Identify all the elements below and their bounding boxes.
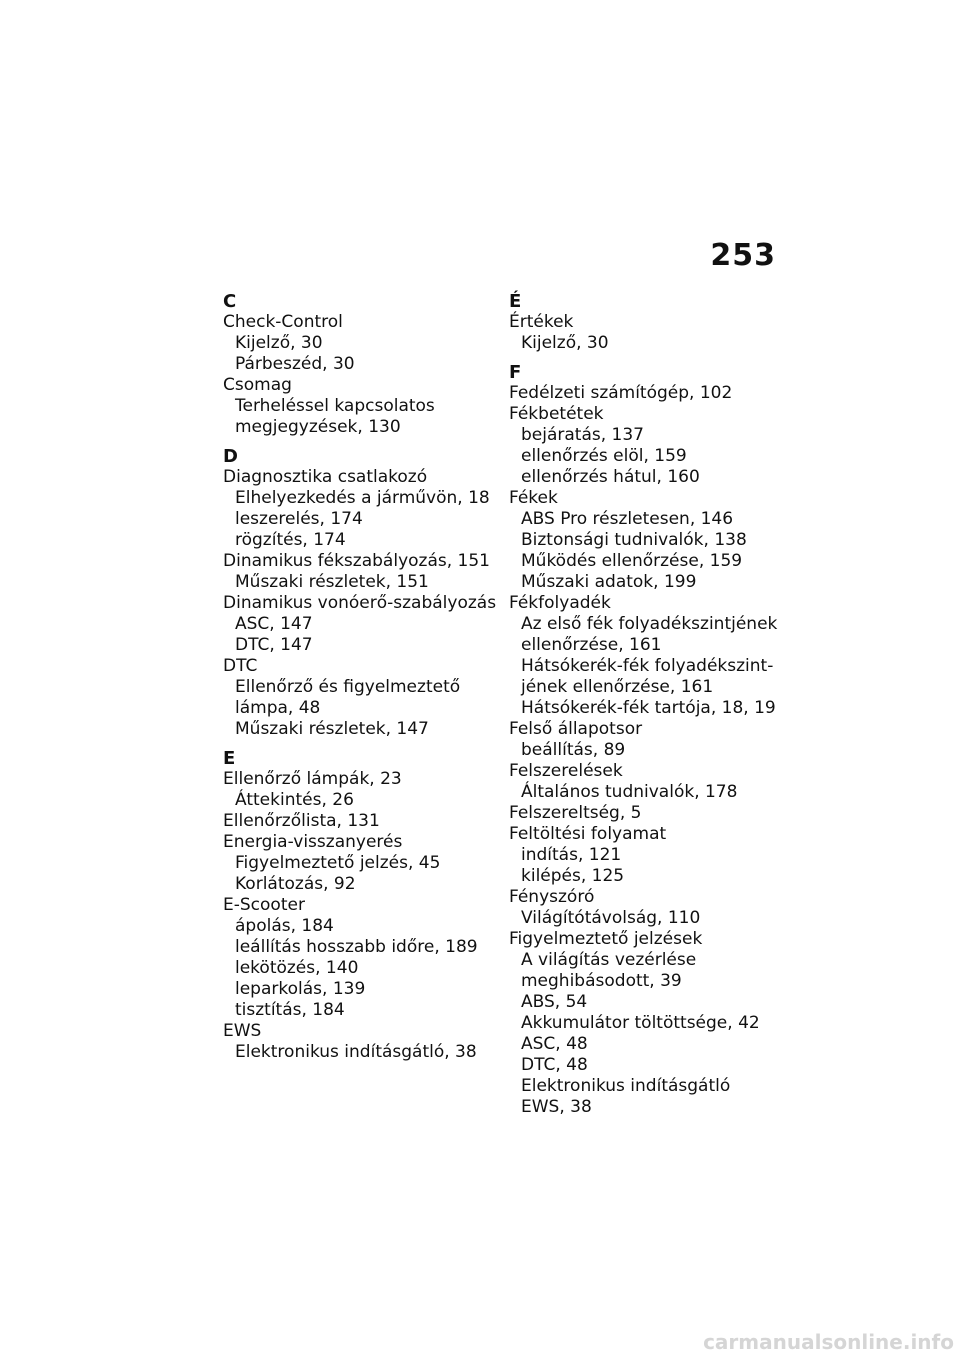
index-entry: Dinamikus fékszabályozás, 151 <box>223 551 490 571</box>
index-subentry: Korlátozás, 92 <box>235 874 356 894</box>
index-subentry: Elhelyezkedés a járművön, 18 <box>235 488 490 508</box>
index-entry: Dinamikus vonóerő-szabályozás <box>223 593 497 613</box>
index-entry: Diagnosztika csatlakozó <box>223 467 428 487</box>
index-subentry: Műszaki adatok, 199 <box>521 572 697 592</box>
index-entry: DTC <box>223 656 258 676</box>
index-entry: Feltöltési folyamat <box>509 824 667 844</box>
index-subentry: A világítás vezérlése <box>521 950 697 970</box>
index-subentry: Terheléssel kapcsolatos <box>235 396 435 416</box>
index-subentry: kilépés, 125 <box>521 866 625 886</box>
index-subentry: ellenőrzése, 161 <box>521 635 662 655</box>
index-subentry: Akkumulátor töltöttsége, 42 <box>521 1013 760 1033</box>
index-subentry: jének ellenőrzése, 161 <box>521 677 714 697</box>
index-subentry: leállítás hosszabb időre, 189 <box>235 937 478 957</box>
index-subentry: indítás, 121 <box>521 845 622 865</box>
index-subentry: bejáratás, 137 <box>521 425 644 445</box>
index-letter-heading: F <box>509 362 522 383</box>
index-entry: Felszereltség, 5 <box>509 803 642 823</box>
index-entry: EWS <box>223 1021 262 1041</box>
index-subentry: meghibásodott, 39 <box>521 971 682 991</box>
index-subentry: Általános tudnivalók, 178 <box>521 782 738 802</box>
index-subentry: leparkolás, 139 <box>235 979 366 999</box>
index-subentry: ASC, 147 <box>235 614 313 634</box>
index-subentry: ellenőrzés hátul, 160 <box>521 467 700 487</box>
index-entry: Fedélzeti számítógép, 102 <box>509 383 733 403</box>
index-entry: Fékbetétek <box>509 404 604 424</box>
index-letter-heading: D <box>223 446 238 467</box>
index-entry: Fékfolyadék <box>509 593 611 613</box>
index-entry: Check-Control <box>223 312 343 332</box>
index-subentry: DTC, 48 <box>521 1055 588 1075</box>
index-subentry: Elektronikus indításgátló, 38 <box>235 1042 477 1062</box>
index-subentry: Áttekintés, 26 <box>235 790 354 810</box>
index-subentry: lekötözés, 140 <box>235 958 359 978</box>
index-subentry: ABS, 54 <box>521 992 588 1012</box>
index-subentry: Ellenőrző és figyelmeztető <box>235 677 461 697</box>
index-entry: Ellenőrző lámpák, 23 <box>223 769 402 789</box>
index-subentry: tisztítás, 184 <box>235 1000 345 1020</box>
index-subentry: EWS, 38 <box>521 1097 592 1117</box>
index-subentry: Kijelző, 30 <box>235 333 323 353</box>
index-column-right <box>509 293 799 1116</box>
index-subentry: Világítótávolság, 110 <box>521 908 701 928</box>
index-subentry: Elektronikus indításgátló <box>521 1076 731 1096</box>
index-entry: Fékek <box>509 488 558 508</box>
index-subentry: beállítás, 89 <box>521 740 626 760</box>
index-entry: Ellenőrzőlista, 131 <box>223 811 380 831</box>
index-subentry: megjegyzések, 130 <box>235 417 401 437</box>
index-entry: Figyelmeztető jelzések <box>509 929 703 949</box>
index-entry: Fényszóró <box>509 887 595 907</box>
index-subentry: Figyelmeztető jelzés, 45 <box>235 853 441 873</box>
index-subentry: DTC, 147 <box>235 635 313 655</box>
index-subentry: Kijelző, 30 <box>521 333 609 353</box>
index-entry: Csomag <box>223 375 292 395</box>
index-subentry: Hátsókerék-fék folyadékszint- <box>521 656 774 676</box>
index-letter-heading: C <box>223 291 237 312</box>
index-subentry: ABS Pro részletesen, 146 <box>521 509 734 529</box>
index-entry: Felső állapotsor <box>509 719 643 739</box>
index-subentry: lámpa, 48 <box>235 698 321 718</box>
index-subentry: Biztonsági tudnivalók, 138 <box>521 530 747 550</box>
index-entry: E-Scooter <box>223 895 305 915</box>
page-number: 253 <box>710 238 776 273</box>
index-subentry: Hátsókerék-fék tartója, 18, 19 <box>521 698 776 718</box>
index-letter-heading: É <box>509 291 522 312</box>
index-column-left <box>223 293 513 1061</box>
watermark: carmanualsonline.info <box>703 1330 954 1354</box>
index-entry: Energia-visszanyerés <box>223 832 403 852</box>
index-subentry: Működés ellenőrzése, 159 <box>521 551 743 571</box>
index-entry: Értékek <box>509 312 574 332</box>
index-subentry: ellenőrzés elöl, 159 <box>521 446 687 466</box>
index-letter-heading: E <box>223 748 236 769</box>
index-subentry: rögzítés, 174 <box>235 530 346 550</box>
index-subentry: Műszaki részletek, 147 <box>235 719 429 739</box>
index-entry: Felszerelések <box>509 761 623 781</box>
index-subentry: Műszaki részletek, 151 <box>235 572 429 592</box>
index-subentry: Az első fék folyadékszintjének <box>521 614 778 634</box>
index-subentry: Párbeszéd, 30 <box>235 354 355 374</box>
index-subentry: ápolás, 184 <box>235 916 334 936</box>
index-subentry: ASC, 48 <box>521 1034 588 1054</box>
index-subentry: leszerelés, 174 <box>235 509 363 529</box>
